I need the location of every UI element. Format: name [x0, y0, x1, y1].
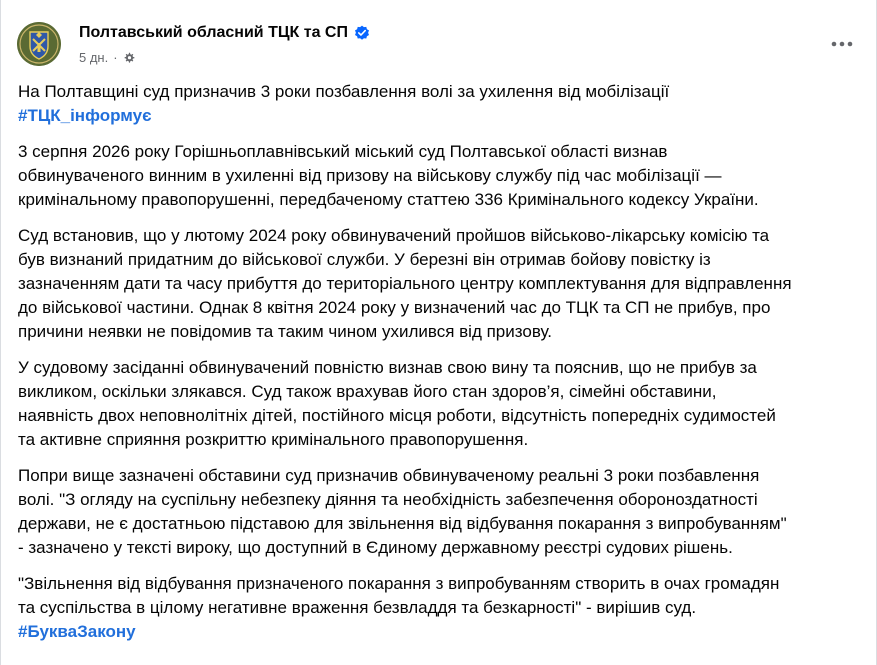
post-header	[1, 0, 876, 80]
paragraph: Попри вище зазначені обставини суд призначив обвинуваченому реальні 3 роки позбавлення волі. "З огляду на суспільну небезпеку діяння та необхідність забезпечення обороноздатності держави, не є достатньою підставою для звільнення від відбування покарання з випробуванням" - зазначено у тексті вироку, що доступний в Єдиному державному реєстрі судових рішень.	[18, 466, 787, 557]
author-name-text: Полтавський обласний ТЦК та СП	[79, 24, 348, 41]
meta-separator: ·	[113, 50, 118, 65]
paragraph: "Звільнення від відбування призначеного покарання з випробуванням створить в очах громадян та суспільства в цілому негативне враження безвладдя та безкарності" - вирішив суд.	[18, 574, 780, 617]
paragraph: У судовому засіданні обвинувачений повністю визнав свою вину та пояснив, що не прибув за викликом, оскільки злякався. Суд також врахував його стан здоров’я, сімейні обставини, наявність двох неповнолітніх дітей, постійного місця роботи, відсутність попередніх судимостей та активне сприяння розкриттю кримінального правопорушення.	[18, 358, 776, 449]
avatar[interactable]	[17, 22, 61, 66]
paragraph: Суд встановив, що у лютому 2024 року обвинувачений пройшов військово-лікарську комісію та був визнаний придатним до військової служби. У березні він отримав бойову повістку із зазначенням дати та часу прибуття до територіального центру комплектування для відправлення до військової частини. Однак 8 квітня 2024 року у визначений час до ТЦК та СП не прибув, про причини неявки не повідомив та таким чином ухилився від призову.	[18, 226, 792, 341]
more-horizontal-icon	[831, 41, 853, 47]
verified-badge-icon	[354, 25, 370, 41]
avatar-emblem-icon	[17, 22, 61, 66]
hashtag-bukva-zakonu[interactable]: #БукваЗакону	[18, 622, 136, 641]
paragraph: 3 серпня 2026 року Горішньоплавнівський міський суд Полтавської області визнав обвинуваченого винним в ухиленні від призову на військову службу під час мобілізації — кримінальному правопорушенні, передбаченому статтею 336 Кримінального кодексу України.	[18, 142, 759, 209]
author-name[interactable]	[79, 24, 370, 42]
post-body	[18, 80, 870, 644]
post-title: На Полтавщині суд призначив 3 роки позбавлення волі за ухилення від мобілізації	[18, 82, 670, 101]
more-options-button[interactable]	[826, 30, 858, 58]
hashtag-tck-informuie[interactable]: #ТЦК_інформує	[18, 106, 152, 125]
gear-icon[interactable]	[123, 52, 135, 64]
post-time[interactable]: 5 дн.	[79, 50, 109, 65]
post-meta	[79, 50, 135, 65]
